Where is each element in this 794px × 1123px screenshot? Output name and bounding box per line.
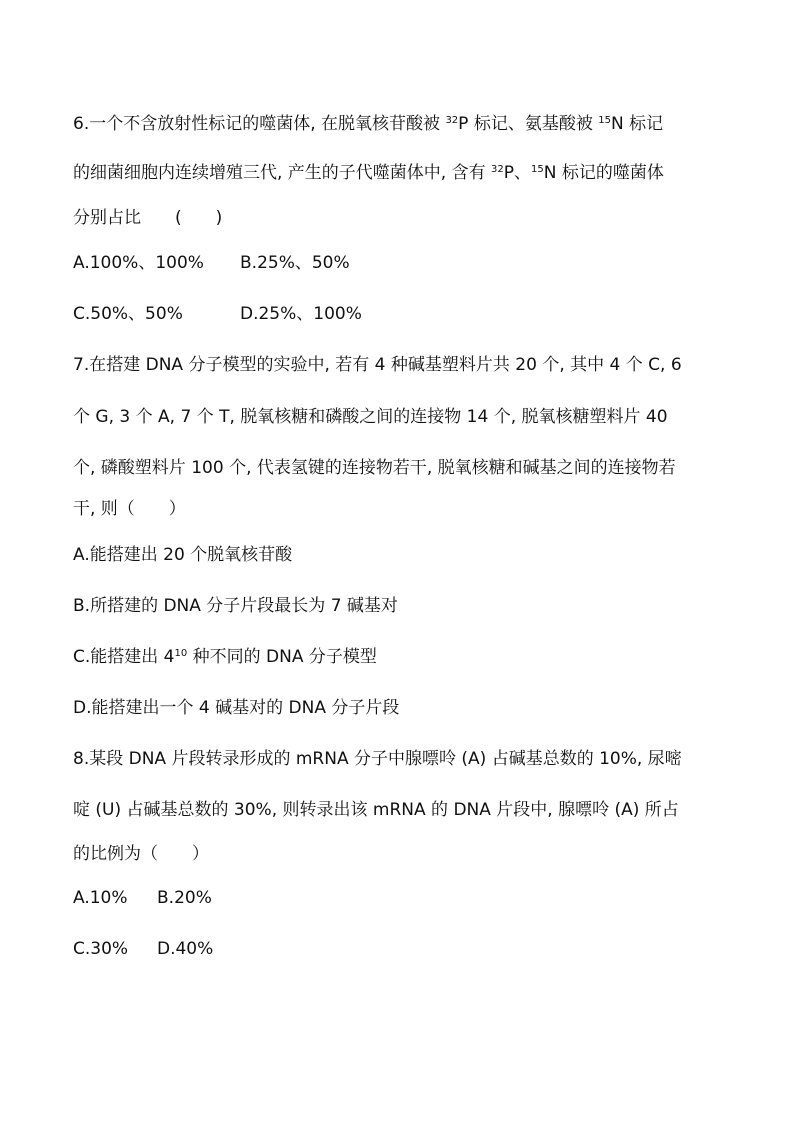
q6-option-c: C.50%、50% [73,304,183,324]
q8-option-c: C.30% [73,939,129,959]
q7-stem-line-4: 干, 则（ ） [73,499,186,519]
q6-stem-line-3: 分别占比 ( ) [73,208,223,228]
q8-stem-line-1: 8.某段 DNA 片段转录形成的 mRNA 分子中腺嘌呤 (A) 占碱基总数的 10%, 尿嘧 [73,749,682,769]
q7-stem-line-3: 个, 磷酸塑料片 100 个, 代表氢键的连接物若干, 脱氧核糖和碱基之间的连接物若 [73,458,676,478]
q8-option-b: B.20% [157,888,212,908]
q7-option-a: A.能搭建出 20 个脱氧核苷酸 [73,545,293,565]
q8-option-d: D.40% [157,939,214,959]
q7-stem-line-1: 7.在搭建 DNA 分子模型的实验中, 若有 4 种碱基塑料片共 20 个, 其中 4 个 C, 6 [73,355,682,375]
q8-stem-line-3: 的比例为（ ） [73,844,209,864]
q6-stem-line-2: 的细菌细胞内连续增殖三代, 产生的子代噬菌体中, 含有 $^{32}$P、$^{15}$N 标记的噬菌体 [73,163,664,183]
q7-option-d: D.能搭建出一个 4 碱基对的 DNA 分子片段 [73,698,400,718]
q7-option-b: B.所搭建的 DNA 分子片段最长为 7 碱基对 [73,596,398,616]
q8-stem-line-2: 啶 (U) 占碱基总数的 30%, 则转录出该 mRNA 的 DNA 片段中, 腺嘌呤 (A) 所占 [73,800,679,820]
q8-option-a: A.10% [73,888,128,908]
q6-option-a: A.100%、100% [73,253,204,273]
q6-stem-line-1: 6.一个不含放射性标记的噬菌体, 在脱氧核苷酸被 $^{32}$P 标记、氨基酸被 $^{15}$N 标记 [73,114,664,134]
q7-option-c: C.能搭建出 $4^{10}$ 种不同的 DNA 分子模型 [73,647,377,667]
q6-option-d: D.25%、100% [240,304,362,324]
q6-option-b: B.25%、50% [240,253,350,273]
q7-stem-line-2: 个 G, 3 个 A, 7 个 T, 脱氧核糖和磷酸之间的连接物 14 个, 脱氧核糖塑料片 40 [73,407,668,427]
